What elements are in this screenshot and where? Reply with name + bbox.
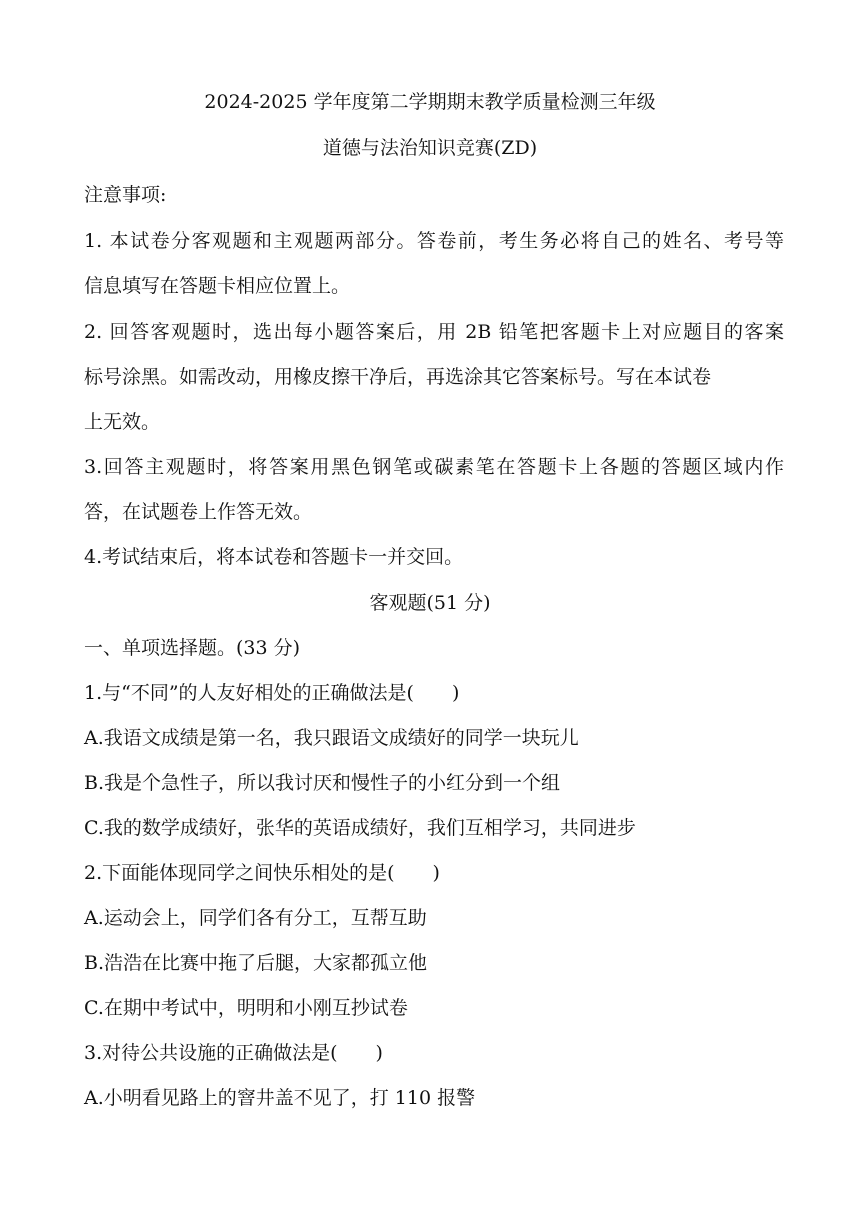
- note-4: 4.考试结束后，将本试卷和答题卡一并交回。: [84, 546, 464, 568]
- question-2-stem: 2.下面能体现同学之间快乐相处的是( ): [84, 862, 440, 884]
- part-heading: 一、单项选择题。(33 分): [84, 637, 301, 659]
- note-3-line-1: 3.回答主观题时，将答案用黑色钢笔或碳素笔在答题卡上各题的答题区域内作: [84, 456, 784, 478]
- exam-subtitle: 道德与法治知识竞赛(ZD): [322, 137, 538, 159]
- question-1-stem: 1.与“不同”的人友好相处的正确做法是( ): [84, 682, 460, 704]
- question-2-option-a: A.运动会上，同学们各有分工，互帮互助: [84, 907, 427, 929]
- note-3-line-2: 答，在试题卷上作答无效。: [84, 501, 313, 523]
- question-1-option-c: C.我的数学成绩好，张华的英语成绩好，我们互相学习，共同进步: [84, 817, 636, 839]
- exam-title: 2024-2025 学年度第二学期期末教学质量检测三年级: [204, 91, 656, 113]
- note-1-line-2: 信息填写在答题卡相应位置上。: [84, 275, 351, 297]
- section-title: 客观题(51 分): [369, 592, 491, 614]
- question-2-option-c: C.在期中考试中，明明和小刚互抄试卷: [84, 997, 408, 1019]
- note-2-line-3: 上无效。: [84, 411, 161, 433]
- note-2-line-1: 2. 回答客观题时，选出每小题答案后，用 2B 铅笔把客题卡上对应题目的客案: [84, 321, 784, 343]
- question-1-option-a: A.我语文成绩是第一名，我只跟语文成绩好的同学一块玩儿: [84, 727, 579, 749]
- notes-heading: 注意事项:: [84, 184, 167, 206]
- question-1-option-b: B.我是个急性子，所以我讨厌和慢性子的小红分到一个组: [84, 772, 561, 794]
- question-3-option-a: A.小明看见路上的窨井盖不见了，打 110 报警: [84, 1087, 476, 1109]
- note-1-line-1: 1. 本试卷分客观题和主观题两部分。答卷前，考生务必将自己的姓名、考号等: [84, 230, 784, 252]
- question-2-option-b: B.浩浩在比赛中拖了后腿，大家都孤立他: [84, 952, 428, 974]
- note-2-line-2: 标号涂黑。如需改动，用橡皮擦干净后，再选涂其它答案标号。写在本试卷: [84, 366, 712, 388]
- question-3-stem: 3.对待公共设施的正确做法是( ): [84, 1042, 383, 1064]
